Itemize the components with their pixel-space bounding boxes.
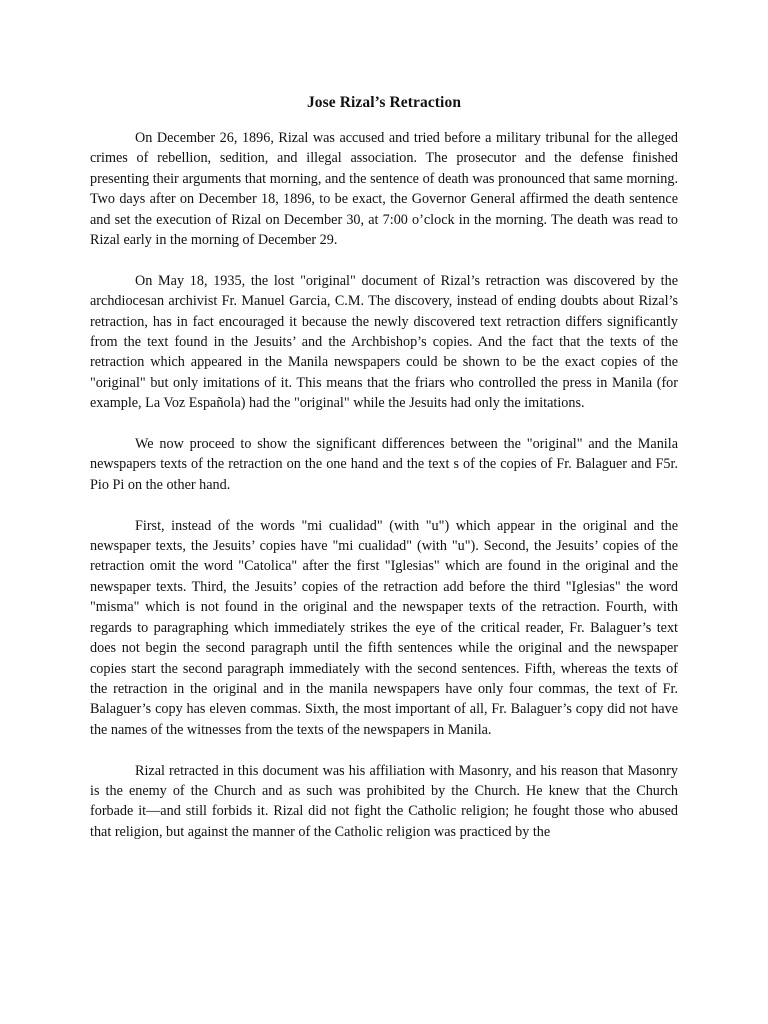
document-page bbox=[90, 92, 678, 863]
paragraph-5: Rizal retracted in this document was his affiliation with Masonry, and his reason that Masonry is the enemy of the Church and as such was prohibited by the Church. He knew that the Church forbade it—and still forbids it. Rizal did not fight the Catholic religion; he fought those who abused that religion, but against the manner of the Catholic religion was practiced by the bbox=[90, 762, 678, 840]
document-title: Jose Rizal’s Retraction bbox=[306, 94, 462, 111]
paragraph-1: On December 26, 1896, Rizal was accused and tried before a military tribunal for the alleged crimes of rebellion, sedition, and illegal association. The prosecutor and the defense finished presenting their arguments that morning, and the sentence of death was pronounced that same morning. Two days after on December 18, 1896, to be exact, the Governor General affirmed the death sentence and set the execution of Rizal on December 30, at 7:00 o’clock in the morning. The death was read to Rizal early in the morning of December 29. bbox=[90, 130, 678, 249]
paragraph-4: First, instead of the words "mi cualidad" (with "u") which appear in the original and the newspaper texts, the Jesuits’ copies have "mi cualidad" (with "u"). Second, the Jesuits’ copies of the retraction omit the word "Catolica" after the first "Iglesias" which are found in the original and the newspaper texts. Third, the Jesuits’ copies of the retraction add before the third "Iglesias" the word "misma" which is not found in the original and the newspaper texts of the retraction. Fourth, with regards to paragraphing which immediately strikes the eye of the critical reader, Fr. Balaguer’s text does not begin the second paragraph until the fifth sentences while the original and the newspaper copies start the second paragraph immediately with the second sentences. Fifth, whereas the texts of the retraction in the original and in the manila newspapers have only four commas, the text of Fr. Balaguer’s copy has eleven commas. Sixth, the most important of all, Fr. Balaguer’s copy did not have the names of the witnesses from the texts of the newspapers in Manila. bbox=[90, 517, 678, 738]
paragraph-2: On May 18, 1935, the lost "original" document of Rizal’s retraction was discovered by the archdiocesan archivist Fr. Manuel Garcia, C.M. The discovery, instead of ending doubts about Rizal’s retraction, has in fact encouraged it because the newly discovered text retraction differs significantly from the text found in the Jesuits’ and the Archbishop’s copies. And the fact that the texts of the retraction which appeared in the Manila newspapers could be shown to be the exact copies of the "original" but only imitations of it. This means that the friars who controlled the press in Manila (for example, La Voz Española) had the "original" while the Jesuits had only the imitations. bbox=[90, 272, 678, 412]
paragraph-3: We now proceed to show the significant differences between the "original" and the Manila newspapers texts of the retraction on the one hand and the text s of the copies of Fr. Balaguer and F5r. Pio Pi on the other hand. bbox=[90, 436, 678, 493]
